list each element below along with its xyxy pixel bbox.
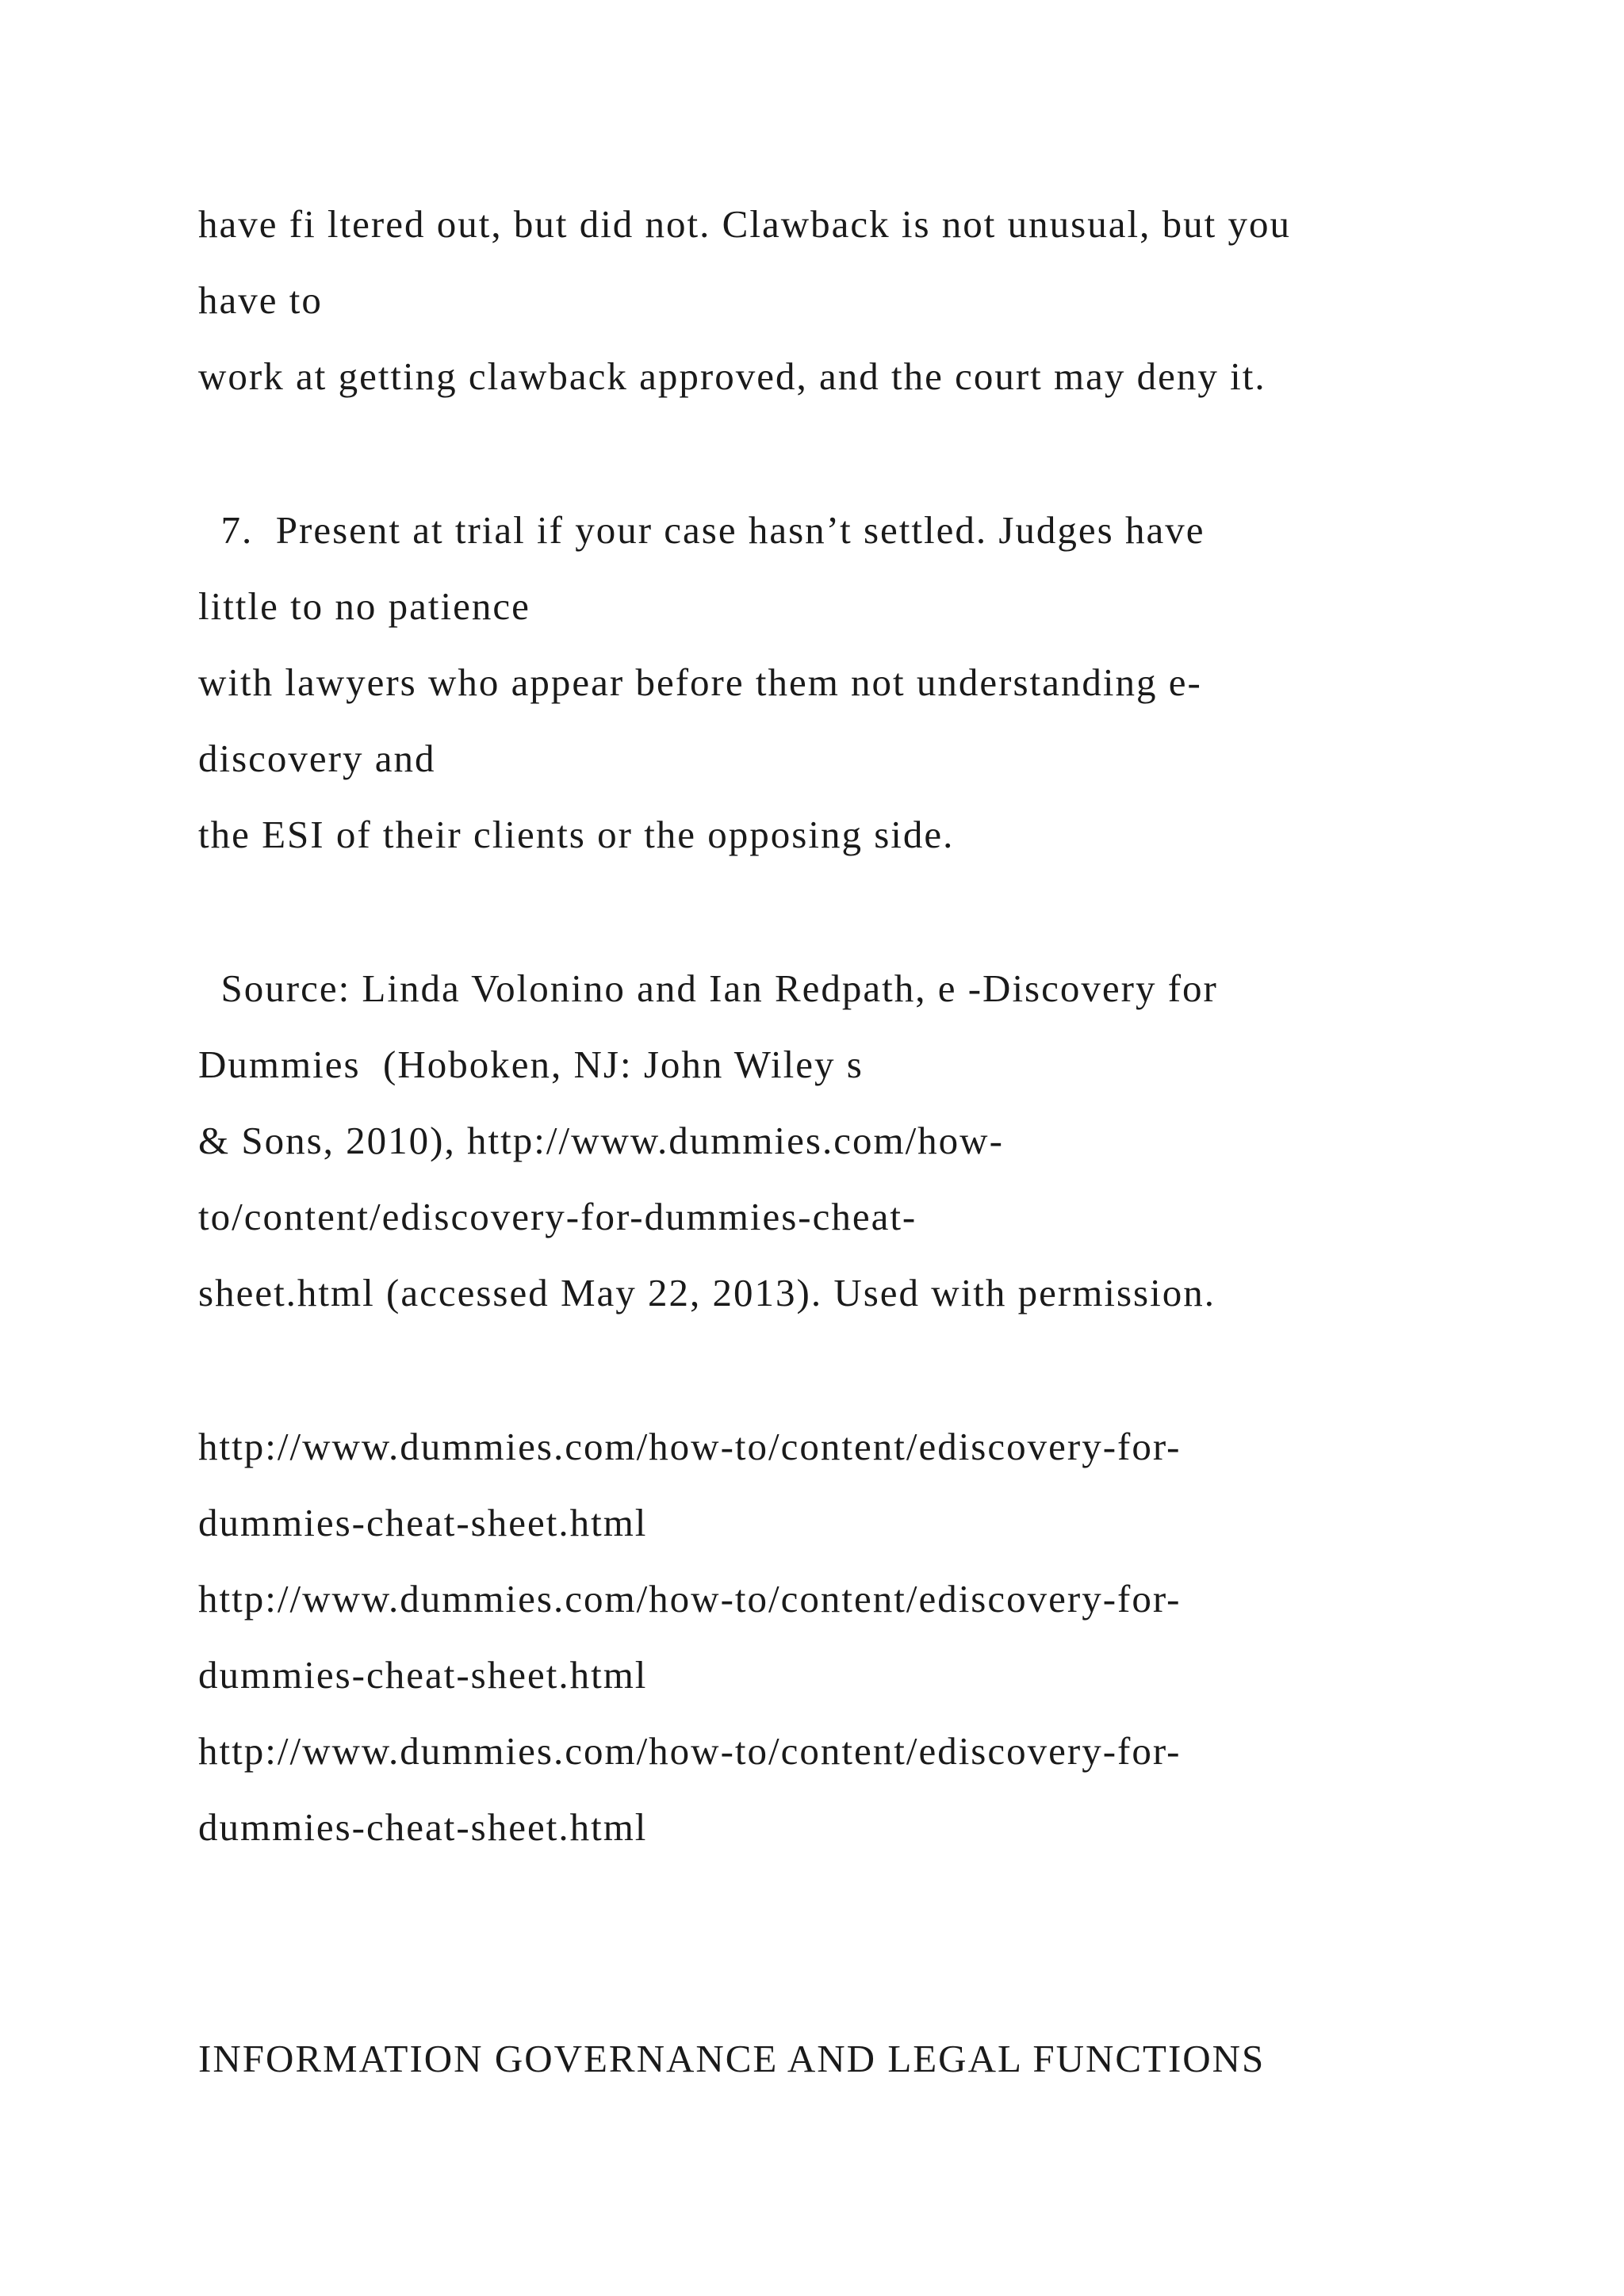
url-line: dummies-cheat-sheet.html xyxy=(198,1501,648,1544)
text-line: Dummies (Hoboken, NJ: John Wiley s xyxy=(198,1043,864,1086)
url-line: http://www.dummies.com/how-to/content/ediscovery-for- xyxy=(198,1577,1182,1621)
text-line: have fi ltered out, but did not. Clawback is not unusual, but you xyxy=(198,202,1291,246)
url-line: http://www.dummies.com/how-to/content/ediscovery-for- xyxy=(198,1425,1182,1468)
text-line: the ESI of their clients or the opposing side. xyxy=(198,813,955,856)
url-line: dummies-cheat-sheet.html xyxy=(198,1653,648,1697)
text-line: sheet.html (accessed May 22, 2013). Used with permission. xyxy=(198,1271,1216,1314)
url-line: http://www.dummies.com/how-to/content/ediscovery-for- xyxy=(198,1729,1182,1773)
text-line: & Sons, 2010), http://www.dummies.com/how- xyxy=(198,1119,1004,1162)
list-item-7: 7. Present at trial if your case hasn’t settled. Judges have xyxy=(198,508,1205,552)
text-line: to/content/ediscovery-for-dummies-cheat- xyxy=(198,1195,917,1238)
source-citation: Source: Linda Volonino and Ian Redpath, e -Discovery for xyxy=(198,966,1218,1010)
section-heading: INFORMATION GOVERNANCE AND LEGAL FUNCTIONS xyxy=(198,2037,1266,2080)
text-line: little to no patience xyxy=(198,584,530,628)
text-line: discovery and xyxy=(198,737,436,780)
url-line: dummies-cheat-sheet.html xyxy=(198,1805,648,1849)
text-line: work at getting clawback approved, and the court may deny it. xyxy=(198,354,1266,398)
text-line: with lawyers who appear before them not understanding e- xyxy=(198,660,1202,704)
text-line: have to xyxy=(198,278,323,322)
